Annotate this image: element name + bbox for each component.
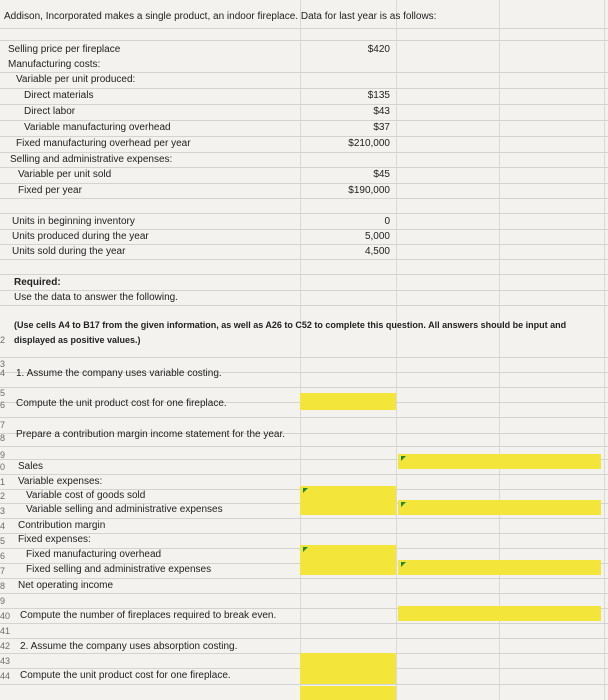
answer-total-variable-expenses[interactable] — [398, 500, 601, 515]
row-number: 6 — [0, 551, 6, 561]
value-direct-materials[interactable]: $135 — [367, 90, 390, 101]
value-units-sold[interactable]: 4,500 — [364, 246, 390, 257]
value-variable-per-unit-sold[interactable]: $45 — [373, 169, 390, 180]
row-number: 41 — [0, 626, 11, 636]
column-divider — [396, 0, 397, 700]
row-number: 5 — [0, 388, 6, 398]
label-direct-labor: Direct labor — [24, 106, 76, 117]
required-note-line2: displayed as positive values.) — [14, 335, 141, 345]
row-number: 3 — [0, 359, 6, 369]
row-number: 6 — [0, 400, 6, 410]
row-number: 9 — [0, 596, 6, 606]
row-number: 8 — [0, 581, 6, 591]
label-cm-statement: Prepare a contribution margin income statement for the year. — [16, 429, 286, 440]
row-number: 7 — [0, 566, 6, 576]
question-2-absorption-costing: 2. Assume the company uses absorption costing. — [20, 641, 238, 652]
label-variable-expenses: Variable expenses: — [18, 476, 103, 487]
row-number: 4 — [0, 521, 6, 531]
row-number: 40 — [0, 611, 11, 621]
answer-sales[interactable] — [398, 454, 601, 469]
label-selling-admin: Selling and administrative expenses: — [10, 154, 173, 165]
answer-unit-cost-absorption[interactable] — [300, 668, 396, 684]
label-fixed-mfg-overhead: Fixed manufacturing overhead — [26, 549, 162, 560]
intro-text: Addison, Incorporated makes a single product, an indoor fireplace. Data for last year is as follows: — [4, 11, 437, 22]
value-units-produced[interactable]: 5,000 — [364, 231, 390, 242]
cell-marker-icon — [401, 456, 406, 461]
label-fixed-per-year: Fixed per year — [18, 185, 82, 196]
label-variable-mfg-overhead: Variable manufacturing overhead — [24, 122, 171, 133]
row-number: 9 — [0, 450, 6, 460]
row-number: 7 — [0, 420, 6, 430]
row-number: 4 — [0, 368, 6, 378]
label-net-operating-income: Net operating income — [18, 580, 114, 591]
cell-marker-icon — [303, 547, 308, 552]
label-variable-per-unit: Variable per unit produced: — [16, 74, 136, 85]
row-number: 2 — [0, 335, 6, 345]
label-manufacturing-costs: Manufacturing costs: — [8, 59, 101, 70]
label-break-even: Compute the number of fireplaces required to break even. — [20, 610, 277, 621]
answer-unit-cost-variable[interactable] — [300, 393, 396, 410]
label-variable-sga: Variable selling and administrative expenses — [26, 504, 223, 515]
row-number: 0 — [0, 462, 6, 472]
label-fixed-expenses: Fixed expenses: — [18, 534, 91, 545]
column-divider — [604, 0, 605, 700]
row-number: 5 — [0, 536, 6, 546]
label-selling-price: Selling price per fireplace — [8, 44, 121, 55]
label-unit-cost-absorption: Compute the unit product cost for one fireplace. — [20, 670, 231, 681]
row-number: 8 — [0, 433, 6, 443]
label-variable-per-unit-sold: Variable per unit sold — [18, 169, 112, 180]
required-heading: Required: — [14, 277, 61, 288]
answer-variable-cogs[interactable] — [300, 486, 396, 501]
row-number: 1 — [0, 477, 6, 487]
label-units-produced: Units produced during the year — [12, 231, 149, 242]
answer-fixed-sga[interactable] — [300, 560, 396, 575]
value-fixed-per-year[interactable]: $190,000 — [348, 185, 390, 196]
label-unit-cost-variable: Compute the unit product cost for one fireplace. — [16, 398, 227, 409]
label-units-sold: Units sold during the year — [12, 246, 126, 257]
question-1-variable-costing: 1. Assume the company uses variable costing. — [16, 368, 222, 379]
row-number: 44 — [0, 671, 11, 681]
label-beginning-inventory: Units in beginning inventory — [12, 216, 135, 227]
value-fixed-mfg-overhead[interactable]: $210,000 — [348, 138, 390, 149]
answer-fixed-mfg-overhead[interactable] — [300, 545, 396, 560]
value-beginning-inventory[interactable]: 0 — [384, 216, 390, 227]
column-divider — [300, 0, 301, 700]
label-sales: Sales — [18, 461, 44, 472]
label-direct-materials: Direct materials — [24, 90, 94, 101]
required-instruction: Use the data to answer the following. — [14, 292, 178, 303]
answer-variable-sga[interactable] — [300, 500, 396, 515]
cell-marker-icon — [401, 502, 406, 507]
column-divider — [499, 0, 500, 700]
row-number: 43 — [0, 656, 11, 666]
value-variable-mfg-overhead[interactable]: $37 — [373, 122, 390, 133]
label-fixed-mfg-overhead: Fixed manufacturing overhead per year — [16, 138, 191, 149]
required-note-line1: (Use cells A4 to B17 from the given information, as well as A26 to C52 to complete this question. All answers should be input and — [14, 320, 567, 330]
cell-marker-icon — [401, 562, 406, 567]
label-contribution-margin: Contribution margin — [18, 520, 106, 531]
value-direct-labor[interactable]: $43 — [373, 106, 390, 117]
row-number: 3 — [0, 506, 6, 516]
value-selling-price[interactable]: $420 — [367, 44, 390, 55]
answer-break-even[interactable] — [398, 606, 601, 621]
label-variable-cogs: Variable cost of goods sold — [26, 490, 146, 501]
answer-absorption-helper[interactable] — [300, 653, 396, 668]
row-number: 2 — [0, 491, 6, 501]
label-fixed-sga: Fixed selling and administrative expenses — [26, 564, 212, 575]
cell-marker-icon — [303, 488, 308, 493]
row-number: 42 — [0, 641, 11, 651]
answer-total-fixed-expenses[interactable] — [398, 560, 601, 575]
answer-absorption-next[interactable] — [300, 686, 396, 700]
